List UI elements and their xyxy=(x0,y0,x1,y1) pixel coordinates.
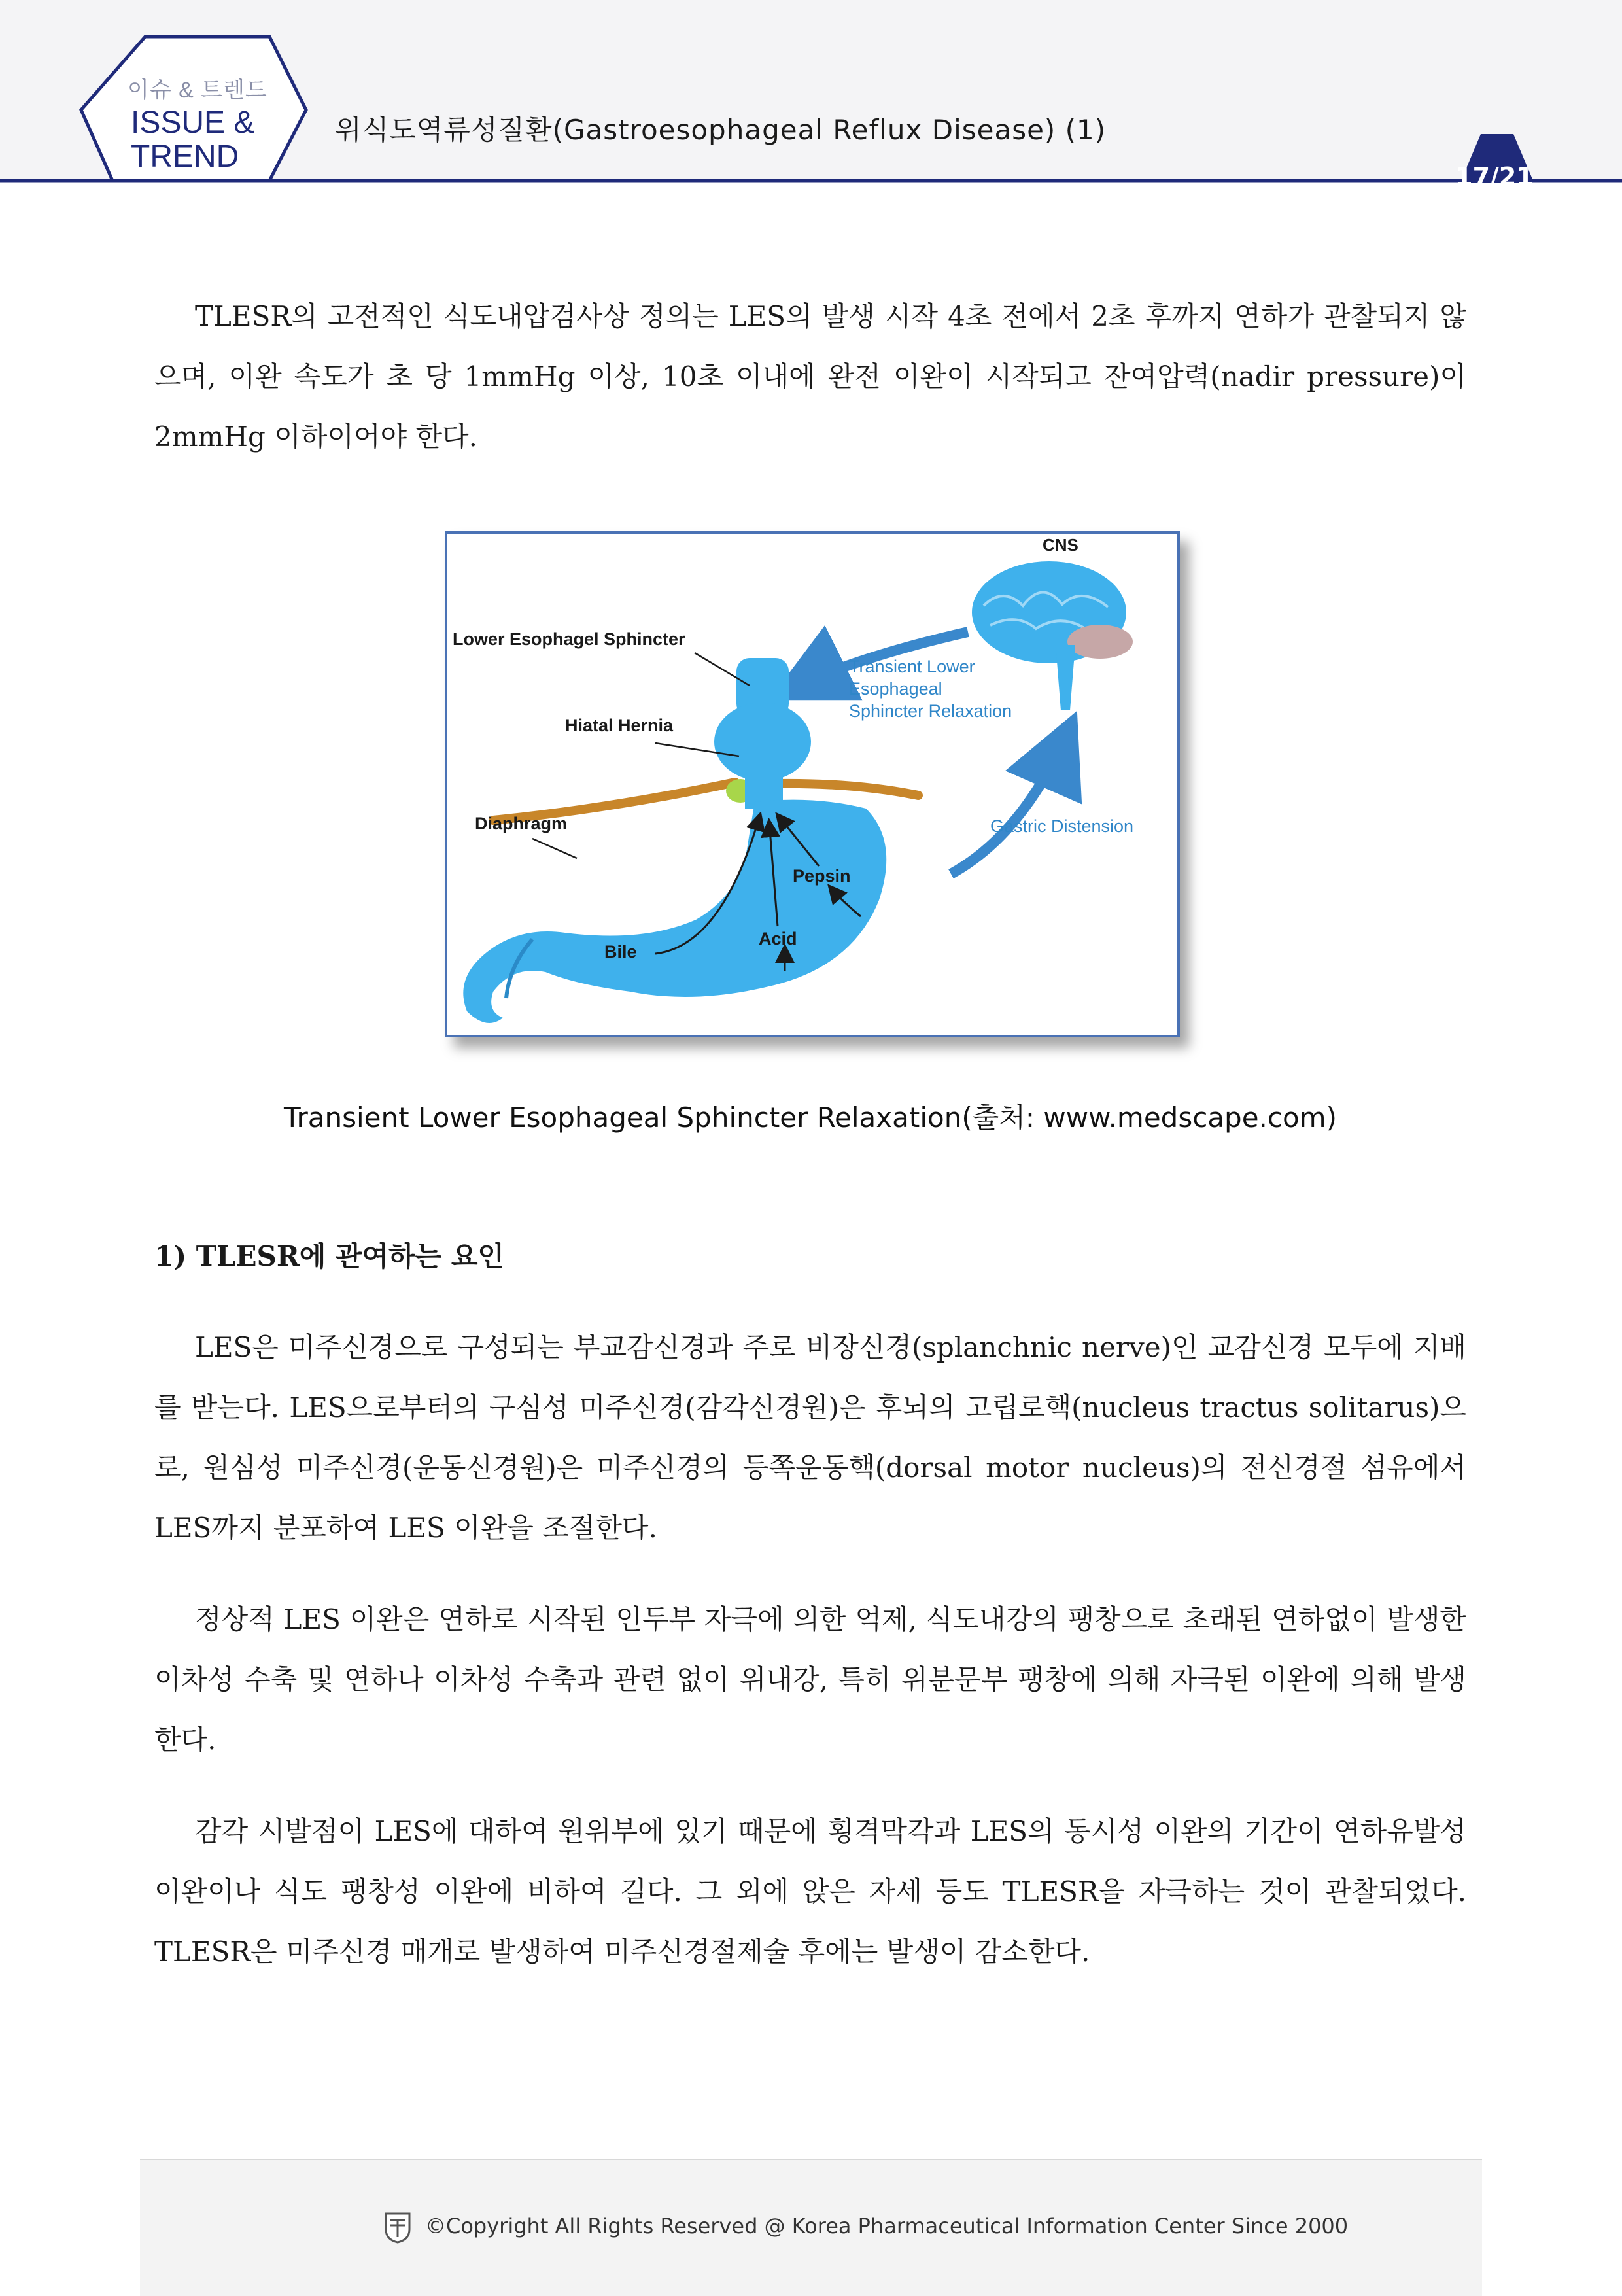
stomach-shape xyxy=(463,658,886,1023)
badge-korean-label: 이슈 & 트렌드 xyxy=(128,78,267,103)
section-paragraph-1: LES은 미주신경으로 구성되는 부교감신경과 주로 비장신경(splanchnic nerve)인 교감신경 모두에 지배를 받는다. LES으로부터의 구심성 미주신경(감각신경원)은 후뇌의 고립로핵(nucleus tractus solitarus)으로, 원심성 미주신경(운동신경원)은 미주신경의 등쪽운동핵(dorsal motor nucleus)의 전신경절 섬유에서 LES까지 분포하여 LES 이완을 조절한다. xyxy=(154,1331,1466,1544)
cns-label: CNS xyxy=(1043,535,1078,555)
page-title: 위식도역류성질환(Gastroesophageal Reflux Disease) (1) xyxy=(335,114,1107,146)
badge-issue-label: ISSUE & xyxy=(131,105,255,140)
brain-icon xyxy=(972,561,1133,710)
acid-label: Acid xyxy=(759,929,797,948)
intro-paragraph: TLESR의 고전적인 식도내압검사상 정의는 LES의 발생 시작 4초 전에서 2초 후까지 연하가 관찰되지 않으며, 이완 속도가 초 당 1mmHg 이상, 10초 이내에 완전 이완이 시작되고 잔여압력(nadir pressure)이 2mmHg 이하이어야 한다. xyxy=(154,300,1466,453)
tlesr-label-line3: Sphincter Relaxation xyxy=(849,701,1012,721)
copyright-text: ©Copyright All Rights Reserved @ Korea Pharmaceutical Information Center Since 2000 xyxy=(425,2214,1349,2238)
tlesr-label-line2: Esophageal xyxy=(849,679,942,699)
hiatal-hernia-label: Hiatal Hernia xyxy=(565,716,674,735)
tlesr-illustration xyxy=(447,534,1177,1035)
les-label: Lower Esophagel Sphincter xyxy=(453,629,685,649)
tlesr-diagram xyxy=(445,531,1180,1037)
tlesr-label-line1: Transient Lower xyxy=(849,657,975,676)
pepsin-label: Pepsin xyxy=(793,866,851,886)
gastric-distension-label: Gastric Distension xyxy=(990,816,1134,836)
section-paragraph-3: 감각 시발점이 LES에 대하여 원위부에 있기 때문에 횡격막각과 LES의 동시성 이완의 기간이 연하유발성 이완이나 식도 팽창성 이완에 비하여 길다. 그 외에 앉은 자세 등도 TLESR을 자극하는 것이 관찰되었다. TLESR은 미주신경 매개로 발생하여 미주신경절제술 후에는 발생이 감소한다. xyxy=(154,1815,1466,1968)
section-heading: 1) TLESR에 관여하는 요인 xyxy=(154,1240,504,1272)
bile-label: Bile xyxy=(604,942,637,962)
section-paragraph-2: 정상적 LES 이완은 연하로 시작된 인두부 자극에 의한 억제, 식도내강의 팽창으로 초래된 연하없이 발생한 이차성 수축 및 연하나 이차성 수축과 관련 없이 위내강, 특히 위분문부 팽창에 의해 자극된 이완에 의해 발생한다. xyxy=(154,1603,1466,1756)
kpic-logo-icon xyxy=(383,2211,412,2244)
figure-caption: Transient Lower Esophageal Sphincter Relaxation(출처: www.medscape.com) xyxy=(284,1102,1337,1134)
diaphragm-label: Diaphragm xyxy=(475,814,568,833)
page-number: 17/21 xyxy=(1455,162,1534,191)
gastric-distension-arrow xyxy=(951,730,1069,874)
badge-trend-label: TREND xyxy=(131,139,239,174)
